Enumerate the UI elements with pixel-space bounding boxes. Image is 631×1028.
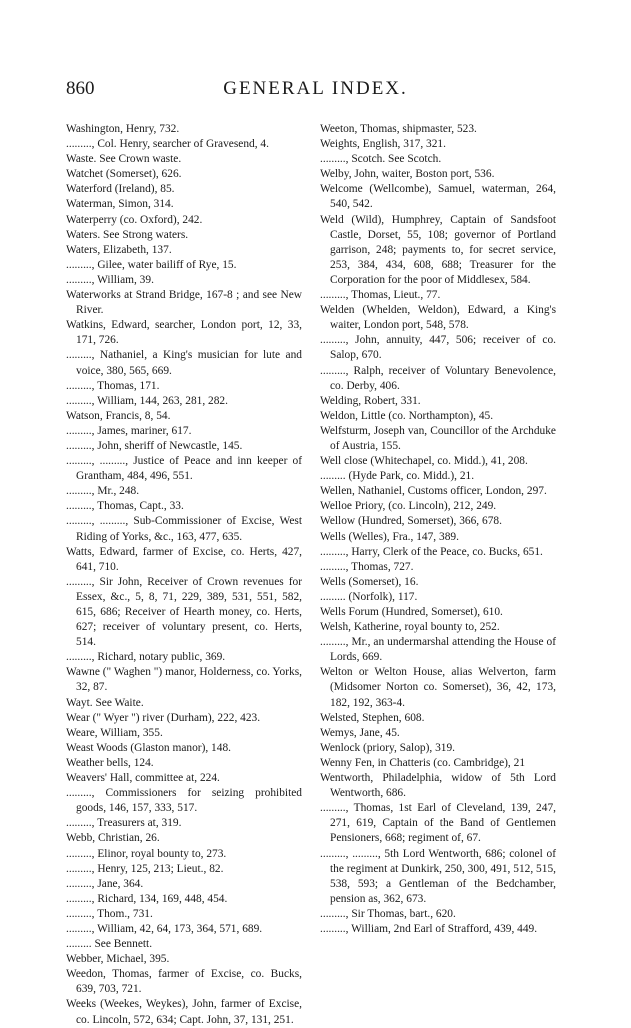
- index-entry: ........., Scotch. See Scotch.: [320, 153, 442, 166]
- index-entry: ........., Thomas, Capt., 33.: [66, 500, 184, 513]
- index-entry: ........., Thomas, 727.: [320, 560, 414, 573]
- index-entry: Weeks (Weekes, Weykes), John, farmer of Excise, co. Lincoln, 572, 634; Capt. John, 37, 131, 251.: [66, 998, 302, 1026]
- index-entry: Welloe Priory, (co. Lincoln), 212, 249.: [320, 500, 497, 513]
- index-entry: ......... See Bennett.: [66, 938, 153, 951]
- index-entry: Weedon, Thomas, farmer of Excise, co. Bucks, 639, 703, 721.: [66, 968, 302, 996]
- index-entry: ........., James, mariner, 617.: [66, 424, 192, 437]
- index-entry: Waters. See Strong waters.: [66, 228, 189, 241]
- index-entry: Welcome (Wellcombe), Samuel, waterman, 264, 540, 542.: [320, 183, 556, 211]
- index-entry: Waste. See Crown waste.: [66, 153, 182, 166]
- index-entry: Welden (Whelden, Weldon), Edward, a King's waiter, London port, 548, 578.: [320, 304, 556, 332]
- index-entry: Wenlock (priory, Salop), 319.: [320, 741, 456, 754]
- index-entry: Weldon, Little (co. Northampton), 45.: [320, 409, 494, 422]
- index-entry: ........., Mr., 248.: [66, 485, 140, 498]
- index-entry: ........., Richard, notary public, 369.: [66, 651, 226, 664]
- index-entry: Wentworth, Philadelphia, widow of 5th Lord Wentworth, 686.: [320, 772, 556, 800]
- index-entry: Weast Woods (Glaston manor), 148.: [66, 741, 231, 754]
- index-entry: ........., William, 42, 64, 173, 364, 571, 689.: [66, 922, 263, 935]
- index-entry: Waters, Elizabeth, 137.: [66, 243, 172, 256]
- index-entry: Watson, Francis, 8, 54.: [66, 409, 171, 422]
- index-entry: Wayt. See Waite.: [66, 696, 144, 709]
- index-entry: ........., Thomas, 1st Earl of Cleveland, 139, 247, 271, 619, Captain of the Band of Gentlemen Pensioners, 668; regiment of, 67.: [320, 802, 556, 845]
- index-entry: ........., Ralph, receiver of Voluntary Benevolence, co. Derby, 406.: [320, 364, 556, 392]
- page-number: 860: [66, 78, 95, 99]
- index-entry: Welding, Robert, 331.: [320, 394, 421, 407]
- index-entry: ........., Thom., 731.: [66, 907, 153, 920]
- left-column: [66, 122, 302, 1028]
- index-entry: ........., Harry, Clerk of the Peace, co. Bucks, 651.: [320, 545, 543, 558]
- index-entry: Weld (Wild), Humphrey, Captain of Sandsfoot Castle, Dorset, 55, 108; governor of Portland garrison, 248; payments to, for secret service, 253, 384, 434, 608, 688; Treasurer for the Corporation for the poor of Middlesex, 584.: [320, 213, 556, 286]
- index-entry: ........., Commissioners for seizing prohibited goods, 146, 157, 333, 517.: [66, 787, 302, 815]
- index-entry: Weights, English, 317, 321.: [320, 138, 446, 151]
- index-entry: Weare, William, 355.: [66, 726, 163, 739]
- index-entry: ........., John, sheriff of Newcastle, 145.: [66, 439, 243, 452]
- index-entry: Webber, Michael, 395.: [66, 953, 170, 966]
- index-entry: ........., Henry, 125, 213; Lieut., 82.: [66, 862, 224, 875]
- index-entry: ........., ........., Justice of Peace and inn keeper of Grantham, 484, 496, 551.: [66, 455, 302, 483]
- index-entry: Wenny Fen, in Chatteris (co. Cambridge), 21: [320, 756, 526, 769]
- index-entry: Welsh, Katherine, royal bounty to, 252.: [320, 621, 500, 634]
- index-entry: ........., Mr., an undermarshal attending the House of Lords, 669.: [320, 636, 556, 664]
- index-entry: ........., William, 144, 263, 281, 282.: [66, 394, 228, 407]
- index-entry: Wawne (" Waghen ") manor, Holderness, co. Yorks, 32, 87.: [66, 666, 302, 694]
- index-entry: ........., Thomas, 171.: [66, 379, 160, 392]
- index-entry: ........., Col. Henry, searcher of Gravesend, 4.: [66, 138, 269, 151]
- index-entry: ........., William, 39.: [66, 273, 154, 286]
- index-entry: ........., ........., Sub-Commissioner of Excise, West Riding of Yorks, &c., 163, 477, 635.: [66, 515, 302, 543]
- index-entry: ........., ........., 5th Lord Wentworth, 686; colonel of the regiment at Dunkirk, 250, 300, 491, 512, 515, 538, 593; a Gentleman of the Bedchamber, pension as, 362, 673.: [320, 847, 556, 905]
- index-entry: Wells (Welles), Fra., 147, 389.: [320, 530, 459, 543]
- index-entry: ........., Nathaniel, a King's musician for lute and voice, 380, 565, 669.: [66, 349, 302, 377]
- index-entry: Wellen, Nathaniel, Customs officer, London, 297.: [320, 485, 547, 498]
- index-entry: Weather bells, 124.: [66, 756, 154, 769]
- index-entry: ........., Gilee, water bailiff of Rye, 15.: [66, 258, 237, 271]
- index-entry: ......... (Norfolk), 117.: [320, 590, 418, 603]
- index-entry: ........., Treasurers at, 319.: [66, 817, 182, 830]
- index-entry: Waterford (Ireland), 85.: [66, 183, 175, 196]
- index-entry: Welby, John, waiter, Boston port, 536.: [320, 168, 495, 181]
- right-column: [320, 122, 556, 937]
- index-entry: Wells Forum (Hundred, Somerset), 610.: [320, 606, 503, 618]
- index-entry: ......... (Hyde Park, co. Midd.), 21.: [320, 470, 475, 483]
- index-entry: ........., Elinor, royal bounty to, 273.: [66, 847, 227, 860]
- index-entry: Waterworks at Strand Bridge, 167-8 ; and see New River.: [66, 289, 302, 317]
- index-entry: Watkins, Edward, searcher, London port, 12, 33, 171, 726.: [66, 319, 302, 347]
- index-entry: Wells (Somerset), 16.: [320, 575, 419, 588]
- index-entry: ........., William, 2nd Earl of Strafford, 439, 449.: [320, 922, 538, 935]
- index-entry: Wemys, Jane, 45.: [320, 726, 400, 739]
- index-entry: Welfsturm, Joseph van, Councillor of the Archduke of Austria, 155.: [320, 424, 556, 452]
- index-entry: ........., Thomas, Lieut., 77.: [320, 289, 441, 302]
- index-entry: ........., Sir John, Receiver of Crown revenues for Essex, &c., 5, 8, 71, 229, 389, 531, 551, 582, 615, 686; Receiver of Hearth money, co. Herts, 627; receiver of voluntary present, co. Herts, 514.: [66, 575, 302, 649]
- index-entry: Well close (Whitechapel, co. Midd.), 41, 208.: [320, 455, 528, 468]
- index-entry: ........., Richard, 134, 169, 448, 454.: [66, 892, 228, 905]
- index-entry: Welsted, Stephen, 608.: [320, 711, 425, 724]
- index-entry: Wellow (Hundred, Somerset), 366, 678.: [320, 515, 502, 528]
- index-entry: ........., Jane, 364.: [66, 877, 144, 890]
- index-entry: Waterperry (co. Oxford), 242.: [66, 213, 203, 226]
- index-entry: Wear (" Wyer ") river (Durham), 222, 423.: [66, 711, 261, 724]
- index-entry: Waterman, Simon, 314.: [66, 198, 174, 211]
- index-entry: Welton or Welton House, alias Welverton, farm (Midsomer Norton co. Somerset), 36, 42, 173, 182, 192, 363-4.: [320, 666, 556, 709]
- index-entry: Watts, Edward, farmer of Excise, co. Herts, 427, 641, 710.: [66, 545, 302, 573]
- index-entry: Watchet (Somerset), 626.: [66, 168, 182, 181]
- index-entry: Weavers' Hall, committee at, 224.: [66, 772, 220, 785]
- running-title: GENERAL INDEX.: [223, 78, 408, 99]
- index-entry: ........., John, annuity, 447, 506; receiver of co. Salop, 670.: [320, 334, 556, 362]
- index-entry: ........., Sir Thomas, bart., 620.: [320, 907, 456, 920]
- index-entry: Weeton, Thomas, shipmaster, 523.: [320, 123, 477, 135]
- index-entry: Washington, Henry, 732.: [66, 123, 180, 135]
- index-entry: Webb, Christian, 26.: [66, 832, 160, 845]
